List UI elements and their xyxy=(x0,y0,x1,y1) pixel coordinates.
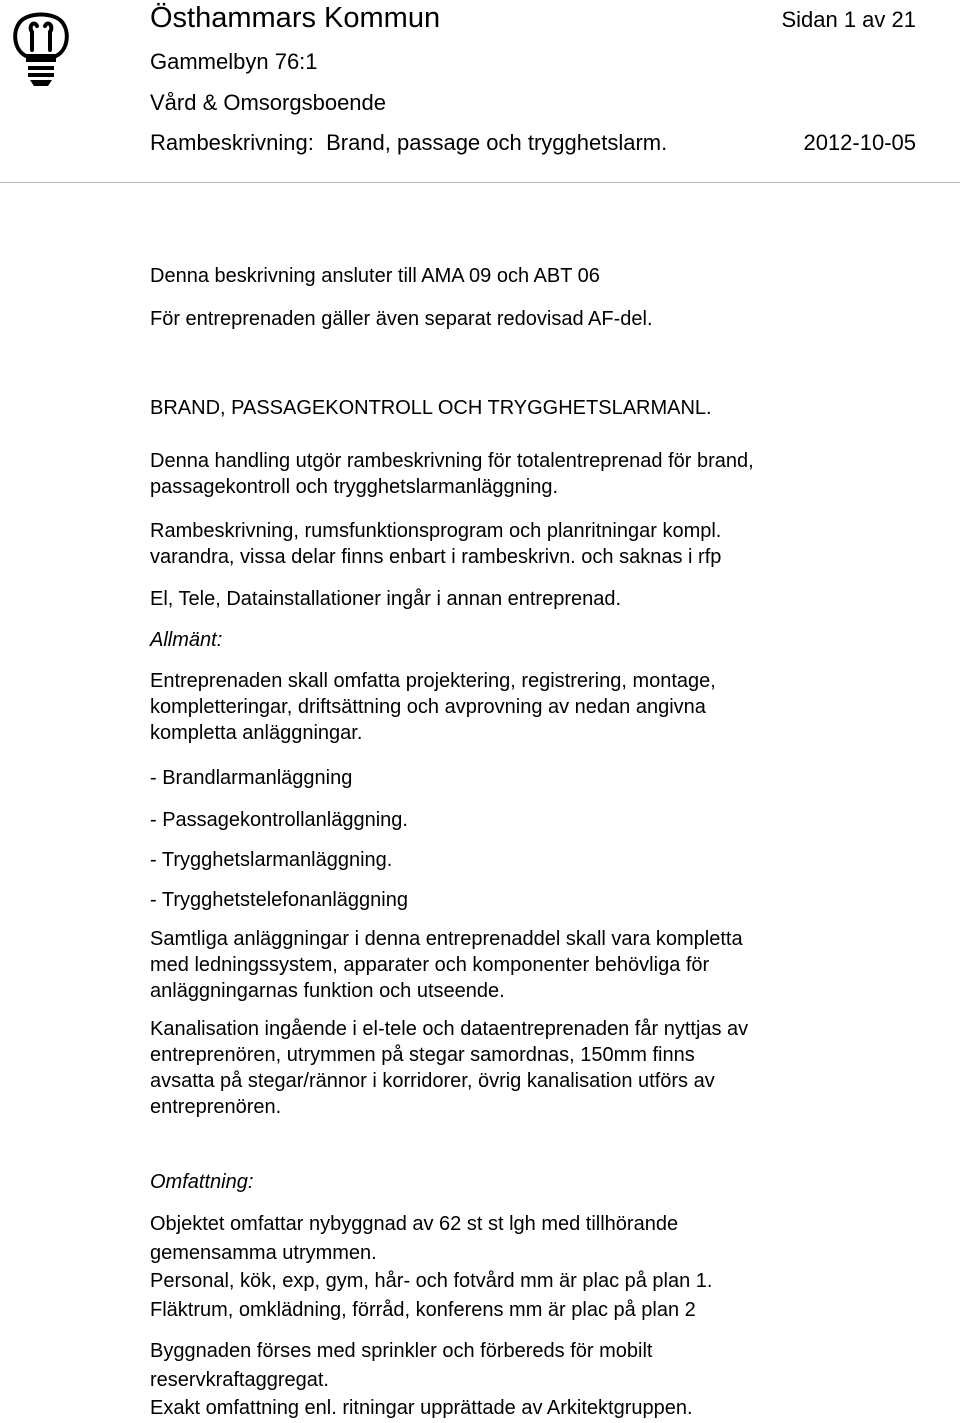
property-designation: Gammelbyn 76:1 xyxy=(150,49,318,74)
intro-line-1: Denna beskrivning ansluter till AMA 09 och ABT 06 xyxy=(150,265,600,287)
paragraph-line: avsatta på stegar/rännor i korridorer, övrig kanalisation utförs av xyxy=(150,1070,715,1092)
section-heading: BRAND, PASSAGEKONTROLL OCH TRYGGHETSLARMANL. xyxy=(150,397,712,419)
omfattning-heading: Omfattning: xyxy=(150,1171,254,1193)
paragraph-line: Kanalisation ingående i el-tele och dataentreprenaden får nyttjas av xyxy=(150,1018,749,1040)
paragraph-line: entreprenören, utrymmen på stegar samordnas, 150mm finns xyxy=(150,1044,695,1066)
paragraph-line: Exakt omfattning enl. ritningar upprättade av Arkitektgruppen. xyxy=(150,1397,693,1419)
paragraph-line: kompletteringar, driftsättning och avprovning av nedan angivna xyxy=(150,696,706,718)
paragraph-line: reservkraftaggregat. xyxy=(150,1368,329,1391)
paragraph-line: Objektet omfattar nybyggnad av 62 st st lgh med tillhörande xyxy=(150,1213,679,1235)
allmant-heading: Allmänt: xyxy=(150,629,223,651)
paragraph-line: Fläktrum, omklädning, förråd, konferens mm är plac på plan 2 xyxy=(150,1298,696,1321)
document-date: 2012-10-05 xyxy=(803,130,916,155)
paragraph-line: Byggnaden förses med sprinkler och förbereds för mobilt xyxy=(150,1340,653,1362)
document-title: Rambeskrivning: Brand, passage och trygghetslarm. xyxy=(150,130,668,155)
organization-name: Östhammars Kommun xyxy=(150,2,441,34)
paragraph-line: Entreprenaden skall omfatta projektering, registrering, montage, xyxy=(150,670,716,692)
paragraph-line: varandra, vissa delar finns enbart i rambeskrivn. och saknas i rfp xyxy=(150,546,722,568)
paragraph-line: med ledningssystem, apparater och komponenter behövliga för xyxy=(150,954,710,976)
paragraph-sprinkler xyxy=(150,1337,940,1423)
paragraph-line: Rambeskrivning, rumsfunktionsprogram och planritningar kompl. xyxy=(150,520,722,542)
page-number: Sidan 1 av 21 xyxy=(781,7,916,32)
list-item: - Trygghetstelefonanläggning xyxy=(150,889,408,911)
facility-name: Vård & Omsorgsboende xyxy=(150,90,387,115)
paragraph-scope-detail xyxy=(150,1210,940,1324)
light-bulb-icon xyxy=(10,10,72,92)
list-item: - Brandlarmanläggning xyxy=(150,767,353,789)
paragraph-line: entreprenören. xyxy=(150,1096,282,1118)
list-item: - Passagekontrollanläggning. xyxy=(150,809,408,831)
paragraph-installations xyxy=(150,926,940,1004)
paragraph-line: gemensamma utrymmen. xyxy=(150,1241,377,1264)
intro-line-2: För entreprenaden gäller även separat redovisad AF-del. xyxy=(150,308,653,330)
paragraph-scope xyxy=(150,448,940,500)
paragraph-line: passagekontroll och trygghetslarmanläggning. xyxy=(150,476,559,498)
paragraph-documents xyxy=(150,518,940,570)
paragraph-line: Denna handling utgör rambeskrivning för totalentreprenad för brand, xyxy=(150,450,754,472)
paragraph-line: Personal, kök, exp, gym, hår- och fotvård mm är plac på plan 1. xyxy=(150,1270,713,1292)
paragraph-line: anläggningarnas funktion och utseende. xyxy=(150,980,505,1002)
paragraph-line: kompletta anläggningar. xyxy=(150,722,363,744)
paragraph-general xyxy=(150,668,940,746)
paragraph-exclusions: El, Tele, Datainstallationer ingår i annan entreprenad. xyxy=(150,588,622,610)
header-divider xyxy=(0,182,960,183)
list-item: - Trygghetslarmanläggning. xyxy=(150,849,393,871)
paragraph-line: Samtliga anläggningar i denna entreprenaddel skall vara kompletta xyxy=(150,928,743,950)
paragraph-cabling xyxy=(150,1016,940,1120)
